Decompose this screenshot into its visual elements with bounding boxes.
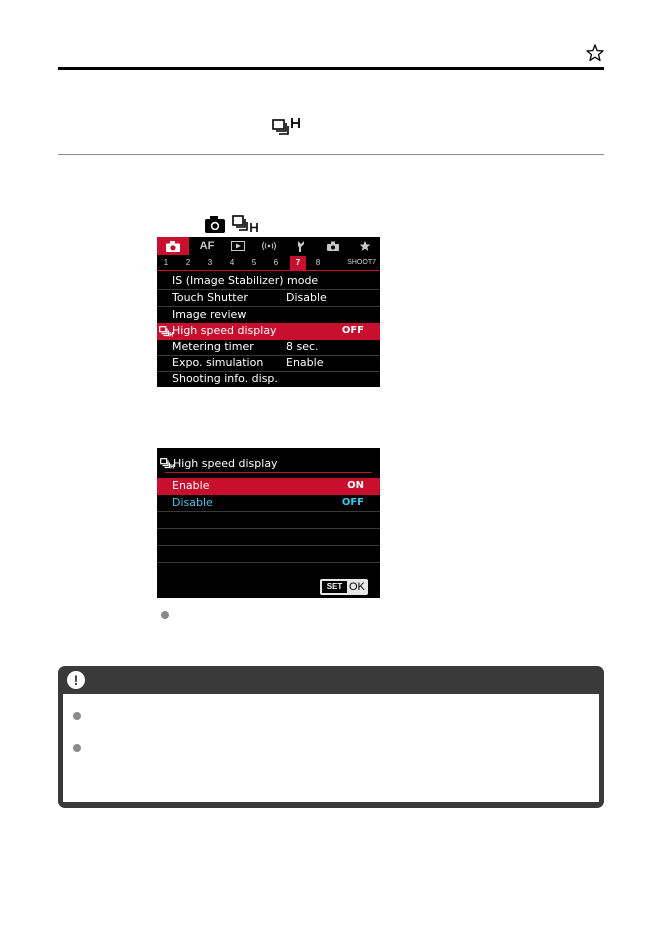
- bullet-icon: [73, 744, 81, 752]
- caution-content: [63, 694, 599, 802]
- menu-row-label: Metering timer: [172, 340, 254, 353]
- page-number[interactable]: 8: [315, 258, 321, 267]
- camera-icon: [205, 216, 225, 233]
- empty-row: [157, 558, 380, 574]
- page-number[interactable]: 3: [207, 258, 213, 267]
- tab-setup[interactable]: [287, 237, 315, 255]
- menu-row-metering-timer[interactable]: [157, 339, 380, 356]
- high-speed-continuous-icon: [159, 326, 173, 337]
- title-underline: [165, 472, 372, 473]
- option-disable[interactable]: [157, 495, 380, 512]
- bullet-icon: [73, 712, 81, 720]
- option-screen-title: High speed display: [173, 457, 278, 470]
- tab-playback[interactable]: [225, 237, 251, 255]
- menu-row-is-mode[interactable]: [157, 273, 380, 290]
- page-number-active[interactable]: 7: [290, 256, 306, 270]
- set-ok-button[interactable]: [320, 579, 368, 595]
- star-icon: [359, 240, 371, 252]
- menu-row-label: Touch Shutter: [172, 291, 248, 304]
- menu-row-value: Enable: [286, 356, 324, 369]
- page-number[interactable]: 4: [229, 258, 235, 267]
- star-icon: [586, 44, 604, 62]
- caution-box: [58, 666, 604, 808]
- tab-shooting[interactable]: [157, 237, 189, 255]
- menu-row-label: IS (Image Stabilizer) mode: [172, 274, 319, 287]
- tab-custom-functions[interactable]: [319, 237, 347, 255]
- page-number[interactable]: 5: [251, 258, 257, 267]
- wrench-icon: [296, 240, 306, 252]
- page-number[interactable]: 1: [163, 258, 169, 267]
- menu-row-value: OFF: [341, 325, 364, 336]
- option-enable[interactable]: [157, 478, 380, 495]
- option-label: Enable: [172, 479, 210, 492]
- camera-menu-screen: [157, 237, 380, 387]
- section-divider: [58, 154, 604, 155]
- high-speed-continuous-icon: [160, 458, 174, 469]
- empty-row: [157, 529, 380, 546]
- option-value: ON: [347, 480, 364, 491]
- menu-row-shooting-info-disp[interactable]: [157, 371, 380, 387]
- tab-underline: [157, 270, 380, 271]
- playback-icon: [231, 241, 245, 251]
- option-value: OFF: [341, 497, 364, 508]
- menu-row-expo-simulation[interactable]: [157, 355, 380, 372]
- option-screen-footer: [157, 575, 380, 598]
- set-label: SET: [322, 581, 347, 593]
- ok-label: OK: [349, 581, 365, 593]
- menu-row-high-speed-display[interactable]: [157, 323, 380, 340]
- menu-tab-bar: [157, 237, 380, 255]
- wireless-icon: [261, 241, 277, 251]
- page-number[interactable]: 6: [273, 258, 279, 267]
- menu-path-icons: [204, 213, 264, 235]
- menu-row-label: Image review: [172, 308, 247, 321]
- high-speed-continuous-icon: [272, 116, 302, 136]
- high-speed-continuous-icon: [233, 216, 257, 232]
- menu-row-label: High speed display: [172, 324, 277, 337]
- bullet-icon: [161, 611, 169, 619]
- page-number[interactable]: 2: [185, 258, 191, 267]
- tab-wireless[interactable]: [255, 237, 283, 255]
- menu-row-value: 8 sec.: [286, 340, 319, 353]
- menu-row-label: Expo. simulation: [172, 356, 264, 369]
- menu-row-label: Shooting info. disp.: [172, 372, 278, 385]
- empty-row: [157, 512, 380, 529]
- tab-my-menu[interactable]: [351, 237, 379, 255]
- high-speed-display-option-screen: [157, 448, 380, 598]
- menu-page-label: SHOOT7: [347, 259, 376, 266]
- menu-row-image-review[interactable]: [157, 307, 380, 324]
- tab-af[interactable]: AF: [199, 240, 215, 252]
- menu-row-touch-shutter[interactable]: [157, 290, 380, 307]
- camera-icon: [166, 241, 180, 252]
- menu-row-value: Disable: [286, 291, 327, 304]
- header-rule: [58, 67, 604, 70]
- option-label: Disable: [172, 496, 213, 509]
- custom-camera-icon: [326, 241, 340, 252]
- caution-icon: [67, 671, 85, 689]
